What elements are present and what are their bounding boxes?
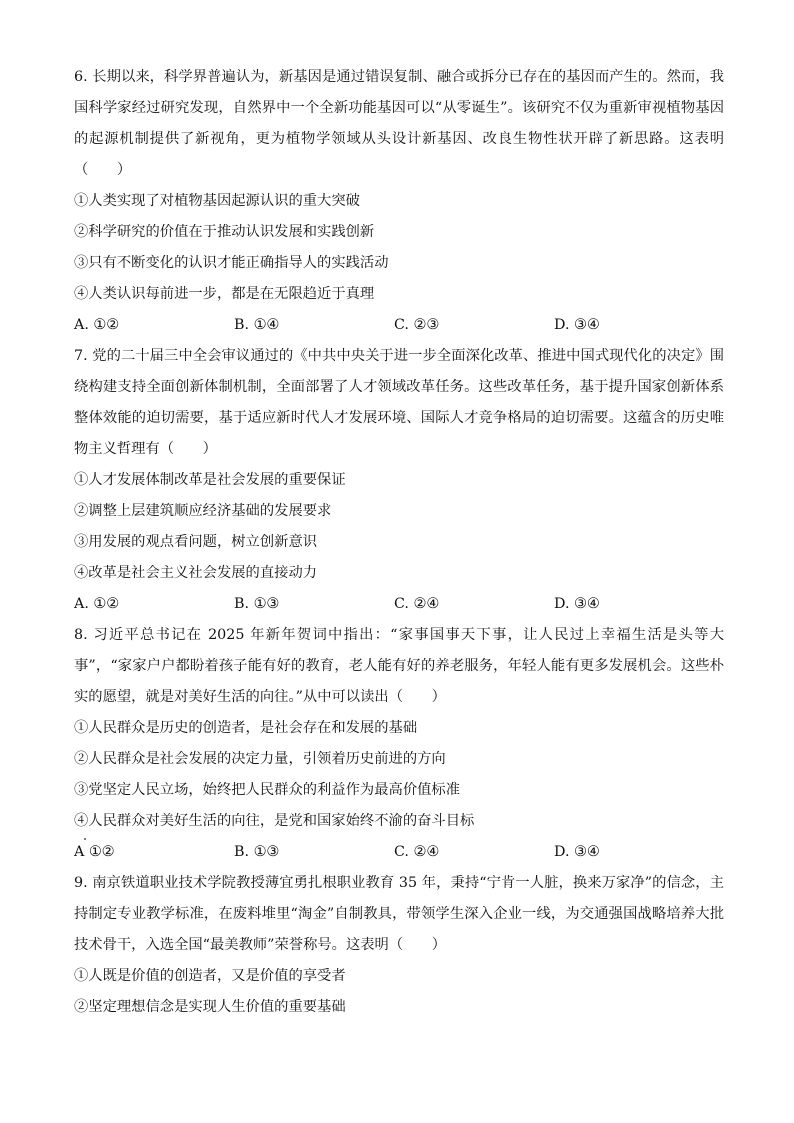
answer-choices bbox=[74, 310, 724, 341]
choice-b: B. ①③ bbox=[234, 596, 280, 612]
statement-option: ③用发展的观点看问题，树立创新意识 bbox=[74, 534, 318, 550]
statement-option: ②调整上层建筑顺应经济基础的发展要求 bbox=[74, 503, 332, 519]
choice-a: A. ①② bbox=[74, 317, 120, 333]
answer-choices bbox=[74, 589, 724, 620]
statement-option: ④人民群众对美好生活的向往，是党和国家始终不渝的奋斗目标 bbox=[74, 813, 475, 829]
question-stem: 7. 党的二十届三中全会审议通过的《中共中央关于进一步全面深化改革、推进中国式现代化的决定》围绕构建支持全面创新体制机制，全面部署了人才领域改革任务。这些改革任务，基于提升国家创新体系整体效能的迫切需要，基于适应新时代人才发展环境、国际人才竞争格局的迫切需要。这蕴含的历史唯物主义哲理有（ ） bbox=[74, 348, 724, 457]
statement-option: ①人民群众是历史的创造者，是社会存在和发展的基础 bbox=[74, 720, 418, 736]
choice-d: D. ③④ bbox=[554, 596, 600, 612]
question-9 bbox=[74, 868, 724, 1023]
choice-b: B. ①④ bbox=[234, 317, 280, 333]
choice-d: D. ③④ bbox=[554, 317, 600, 333]
question-stem: 8. 习近平总书记在 2025 年新年贺词中指出：“家事国事天下事，让人民过上幸福生活是头等大事”，“家家户户都盼着孩子能有好的教育，老人能有好的养老服务，年轻人能有更多发展机会。这些朴实的愿望，就是对美好生活的向往。”从中可以读出（ ） bbox=[74, 627, 724, 705]
choice-b: B. ①③ bbox=[234, 844, 280, 860]
choice-a: A ①② bbox=[74, 844, 115, 860]
statement-option: ①人既是价值的创造者，又是价值的享受者 bbox=[74, 968, 346, 984]
statement-option: ①人类实现了对植物基因起源认识的重大突破 bbox=[74, 193, 360, 209]
statement-option: ③只有不断变化的认识才能正确指导人的实践活动 bbox=[74, 255, 389, 271]
statement-option: ④改革是社会主义社会发展的直接动力 bbox=[74, 565, 318, 581]
statement-option: ④人类认识每前进一步，都是在无限趋近于真理 bbox=[74, 286, 375, 302]
question-8 bbox=[74, 620, 724, 868]
question-stem: 6. 长期以来，科学界普遍认为，新基因是通过错误复制、融合或拆分已存在的基因而产生的。然而，我国科学家经过研究发现，自然界中一个全新功能基因可以“从零诞生”。该研究不仅为重新审视植物基因的起源机制提供了新视角，更为植物学领域从头设计新基因、改良生物性状开辟了新思路。这表明（ ） bbox=[74, 69, 724, 178]
question-7 bbox=[74, 341, 724, 620]
choice-a: A. ①② bbox=[74, 596, 120, 612]
answer-choices bbox=[74, 837, 724, 868]
exam-page bbox=[74, 62, 724, 1023]
statement-option: ③党坚定人民立场，始终把人民群众的利益作为最高价值标准 bbox=[74, 782, 461, 798]
choice-c: C. ②③ bbox=[394, 317, 440, 333]
question-6 bbox=[74, 62, 724, 341]
question-stem: 9. 南京铁道职业技术学院教授薄宜勇扎根职业教育 35 年，秉持“宁肯一人脏，换来万家净”的信念，主持制定专业教学标准，在废料堆里“淘金”自制教具，带领学生深入企业一线，为交通强国战略培养大批技术骨干，入选全国“最美教师”荣誉称号。这表明（ ） bbox=[74, 875, 724, 953]
statement-option: ②坚定理想信念是实现人生价值的重要基础 bbox=[74, 999, 346, 1015]
statement-option: ①人才发展体制改革是社会发展的重要保证 bbox=[74, 472, 346, 488]
choice-d: D. ③④ bbox=[554, 844, 600, 860]
choice-c: C. ②④ bbox=[394, 596, 440, 612]
stray-dot bbox=[84, 838, 86, 840]
statement-option: ②科学研究的价值在于推动认识发展和实践创新 bbox=[74, 224, 375, 240]
choice-c: C. ②④ bbox=[394, 844, 440, 860]
statement-option: ②人民群众是社会发展的决定力量，引领着历史前进的方向 bbox=[74, 751, 446, 767]
